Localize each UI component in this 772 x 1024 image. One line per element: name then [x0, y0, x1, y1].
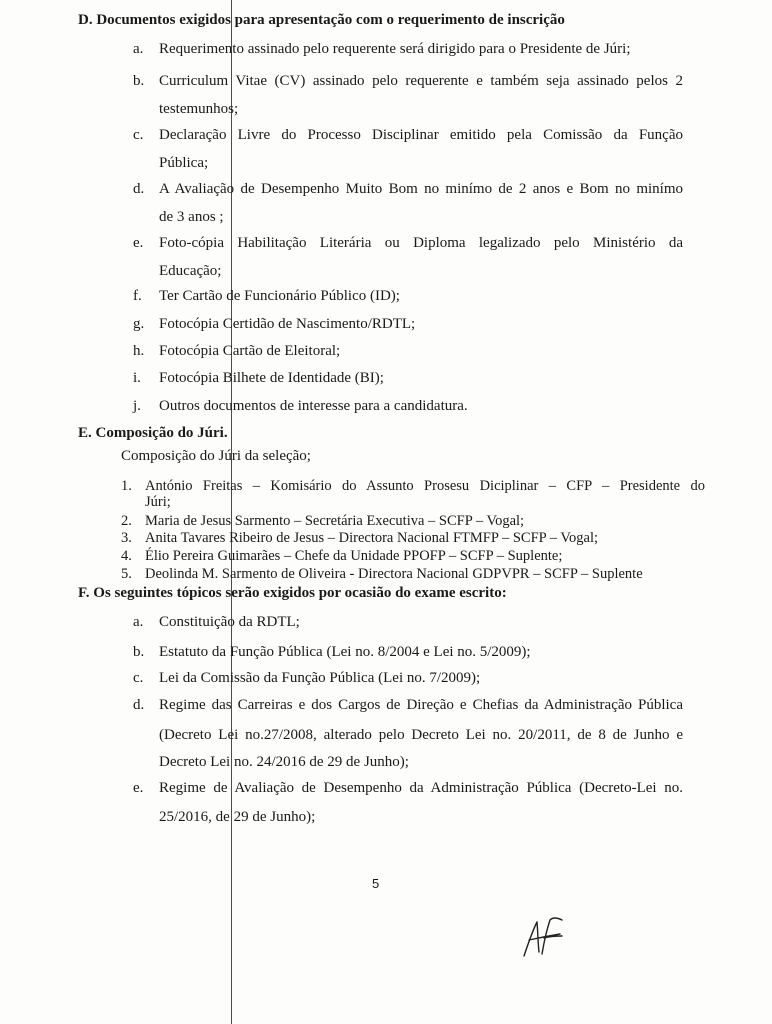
item-text: Requerimento assinado pelo requerente será dirigido para o Presidente de Júri; — [159, 41, 631, 57]
item-text: Ter Cartão de Funcionário Público (ID); — [159, 288, 400, 304]
item-marker: a. — [133, 41, 144, 57]
item-text: Declaração Livre do Processo Disciplinar emitido pela Comissão da Função — [159, 127, 683, 143]
section-d-title: D. Documentos exigidos para apresentação com o requerimento de inscrição — [78, 12, 565, 28]
item-text-cont: Pública; — [159, 155, 209, 171]
item-text: Élio Pereira Guimarães – Chefe da Unidade PPOFP – SCFP – Suplente; — [145, 548, 563, 564]
item-text: A Avaliação de Desempenho Muito Bom no minímo de 2 anos e Bom no minímo — [159, 181, 683, 197]
item-marker: 3. — [121, 530, 132, 546]
item-text: Deolinda M. Sarmento de Oliveira - Directora Nacional GDPVPR – SCFP – Suplente — [145, 566, 643, 582]
item-text-cont: Decreto Lei no. 24/2016 de 29 de Junho); — [159, 754, 409, 770]
item-marker: 5. — [121, 566, 132, 582]
item-text: Fotocópia Certidão de Nascimento/RDTL; — [159, 316, 416, 332]
item-text-cont: Educação; — [159, 263, 222, 279]
item-marker: 2. — [121, 513, 132, 529]
item-marker: i. — [133, 370, 141, 386]
item-text-cont: 25/2016, de 29 de Junho); — [159, 809, 316, 825]
item-marker: j. — [133, 398, 141, 414]
item-marker: c. — [133, 127, 144, 143]
item-marker: d. — [133, 181, 145, 197]
item-text: Anita Tavares Ribeiro de Jesus – Directora Nacional FTMFP – SCFP – Vogal; — [145, 530, 599, 546]
item-marker: 4. — [121, 548, 132, 564]
item-text-cont: testemunhos; — [159, 101, 239, 117]
item-marker: 1. — [121, 478, 132, 494]
item-text: Fotocópia Bilhete de Identidade (BI); — [159, 370, 384, 386]
item-marker: g. — [133, 316, 145, 332]
item-text-cont: (Decreto Lei no.27/2008, alterado pelo Decreto Lei no. 20/2011, de 8 de Junho e — [159, 727, 683, 743]
item-text: Regime das Carreiras e dos Cargos de Direção e Chefias da Administração Pública — [159, 697, 683, 713]
page-number: 5 — [372, 876, 380, 891]
list-item-d-b — [133, 68, 683, 122]
item-text: Lei da Comissão da Função Pública (Lei no. 7/2009); — [159, 670, 481, 686]
item-text: Regime de Avaliação de Desempenho da Administração Pública (Decreto-Lei no. — [159, 780, 683, 796]
item-marker: c. — [133, 670, 144, 686]
item-marker: a. — [133, 614, 144, 630]
item-text-cont: de 3 anos ; — [159, 209, 224, 225]
item-marker: b. — [133, 644, 145, 660]
item-marker: b. — [133, 73, 145, 89]
item-marker: f. — [133, 288, 142, 304]
item-text: Outros documentos de interesse para a candidatura. — [159, 398, 468, 414]
item-text: Fotocópia Cartão de Eleitoral; — [159, 343, 341, 359]
section-e-title: E. Composição do Júri. — [78, 425, 228, 441]
signature-initials — [518, 914, 568, 960]
item-marker: e. — [133, 780, 144, 796]
item-text: António Freitas – Komisário do Assunto Prosesu Diciplinar – CFP – Presidente do — [145, 478, 705, 494]
scan-fold-line — [231, 0, 232, 1024]
item-text: Foto-cópia Habilitação Literária ou Diploma legalizado pelo Ministério da — [159, 235, 683, 251]
item-marker: h. — [133, 343, 145, 359]
item-text: Maria de Jesus Sarmento – Secretária Executiva – SCFP – Vogal; — [145, 513, 525, 529]
item-text: Curriculum Vitae (CV) assinado pelo requerente e também seja assinado pelos 2 — [159, 73, 683, 89]
item-text-cont: Júri; — [145, 494, 171, 510]
jury-intro: Composição do Júri da seleção; — [121, 448, 311, 464]
item-text: Constituição da RDTL; — [159, 614, 300, 630]
section-f-title: F. Os seguintes tópicos serão exigidos por ocasião do exame escrito: — [78, 585, 507, 601]
item-text: Estatuto da Função Pública (Lei no. 8/2004 e Lei no. 5/2009); — [159, 644, 531, 660]
item-marker: e. — [133, 235, 144, 251]
item-marker: d. — [133, 697, 145, 713]
